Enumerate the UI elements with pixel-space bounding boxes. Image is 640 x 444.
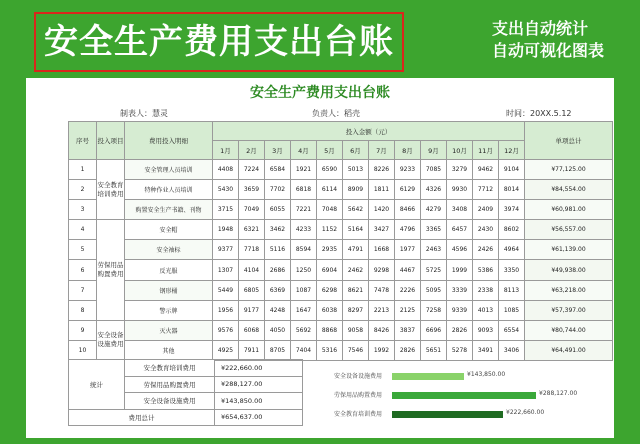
month-cell: 4964 — [499, 240, 525, 260]
month-cell: 6114 — [317, 180, 343, 200]
row-item: 安全帽 — [125, 220, 213, 240]
row-item: 灭火器 — [125, 320, 213, 340]
row-item: 钢形桶 — [125, 280, 213, 300]
month-cell: 8594 — [291, 240, 317, 260]
month-cell: 2826 — [447, 320, 473, 340]
header-detail: 费用投入明细 — [125, 122, 213, 160]
month-cell: 6457 — [447, 220, 473, 240]
header-month: 3月 — [265, 141, 291, 160]
month-cell: 4279 — [421, 200, 447, 220]
row-number: 6 — [69, 260, 97, 280]
month-cell: 8621 — [343, 280, 369, 300]
month-cell: 9298 — [369, 260, 395, 280]
month-cell: 2935 — [317, 240, 343, 260]
banner-subtitle-line2: 自动可视化图表 — [491, 41, 604, 60]
month-cell: 3462 — [265, 220, 291, 240]
month-cell: 1956 — [213, 300, 239, 320]
row-total: ¥60,981.00 — [525, 200, 613, 220]
month-cell: 1647 — [291, 300, 317, 320]
bar-value-label: ¥288,127.00 — [539, 390, 578, 397]
row-item: 反光服 — [125, 260, 213, 280]
month-cell: 1668 — [369, 240, 395, 260]
month-cell: 2463 — [421, 240, 447, 260]
bar-row — [308, 368, 608, 384]
row-total: ¥49,938.00 — [525, 260, 613, 280]
row-number: 1 — [69, 160, 97, 180]
month-cell: 2686 — [265, 260, 291, 280]
month-cell: 6298 — [317, 280, 343, 300]
month-cell: 1085 — [499, 300, 525, 320]
month-cell: 6584 — [265, 160, 291, 180]
month-cell: 3406 — [499, 340, 525, 360]
table-row — [69, 160, 613, 180]
summary-value: ¥143,850.00 — [215, 393, 303, 410]
month-cell: 7546 — [343, 340, 369, 360]
month-cell: 2409 — [473, 200, 499, 220]
month-cell: 3427 — [369, 220, 395, 240]
row-group: 劳保用品购置费用 — [97, 220, 125, 320]
table-row — [69, 220, 613, 240]
row-number: 7 — [69, 280, 97, 300]
row-total: ¥61,139.00 — [525, 240, 613, 260]
month-cell: 6904 — [317, 260, 343, 280]
header-month: 12月 — [499, 141, 525, 160]
month-cell: 6696 — [421, 320, 447, 340]
row-item: 安全袖标 — [125, 240, 213, 260]
month-cell: 3350 — [499, 260, 525, 280]
month-cell: 7049 — [239, 200, 265, 220]
month-cell: 1811 — [369, 180, 395, 200]
summary-value: ¥288,127.00 — [215, 376, 303, 393]
month-cell: 6369 — [265, 280, 291, 300]
header-month: 2月 — [239, 141, 265, 160]
row-total: ¥84,554.00 — [525, 180, 613, 200]
summary-stat-label: 统计 — [69, 360, 125, 410]
month-cell: 7048 — [317, 200, 343, 220]
month-cell: 5430 — [213, 180, 239, 200]
header-month: 8月 — [395, 141, 421, 160]
row-number: 2 — [69, 180, 97, 200]
row-item: 特种作业人员培训 — [125, 180, 213, 200]
table-row — [69, 180, 613, 200]
month-cell: 9576 — [213, 320, 239, 340]
month-cell: 3365 — [421, 220, 447, 240]
month-cell: 4791 — [343, 240, 369, 260]
row-total: ¥77,125.00 — [525, 160, 613, 180]
month-cell: 1152 — [317, 220, 343, 240]
grand-total-label: 费用总计 — [69, 409, 215, 426]
header-month: 5月 — [317, 141, 343, 160]
bar-value-label: ¥143,850.00 — [467, 371, 506, 378]
ledger-table — [68, 121, 613, 361]
month-cell: 8113 — [499, 280, 525, 300]
header-no: 序号 — [69, 122, 97, 160]
month-cell: 8868 — [317, 320, 343, 340]
month-cell: 5449 — [213, 280, 239, 300]
summary-label: 安全教育培训费用 — [125, 360, 215, 377]
time-label: 时间：20XX.5.12 — [506, 109, 572, 118]
row-total: ¥57,397.00 — [525, 300, 613, 320]
month-cell: 2826 — [395, 340, 421, 360]
month-cell: 1999 — [447, 260, 473, 280]
row-item: 购置安全生产书籍、刊物 — [125, 200, 213, 220]
header-month: 1月 — [213, 141, 239, 160]
month-cell: 1992 — [369, 340, 395, 360]
month-cell: 6055 — [265, 200, 291, 220]
month-cell: 6068 — [239, 320, 265, 340]
month-cell: 8705 — [265, 340, 291, 360]
month-cell: 9462 — [473, 160, 499, 180]
row-number: 3 — [69, 200, 97, 220]
month-cell: 5725 — [421, 260, 447, 280]
header-month: 4月 — [291, 141, 317, 160]
bar — [392, 373, 464, 380]
row-total: ¥80,744.00 — [525, 320, 613, 340]
summary-label: 劳保用品购置费用 — [125, 376, 215, 393]
month-cell: 9233 — [395, 160, 421, 180]
sheet-title: 安全生产费用支出台账 — [250, 85, 390, 101]
month-cell: 4104 — [239, 260, 265, 280]
month-cell: 3491 — [473, 340, 499, 360]
month-cell: 4050 — [265, 320, 291, 340]
month-cell: 5386 — [473, 260, 499, 280]
month-cell: 1250 — [291, 260, 317, 280]
table-row — [69, 240, 613, 260]
banner — [34, 12, 404, 72]
category-bar-chart — [308, 368, 608, 425]
month-cell: 3974 — [499, 200, 525, 220]
month-cell: 4013 — [473, 300, 499, 320]
month-cell: 1087 — [291, 280, 317, 300]
bar — [392, 411, 503, 418]
table-row — [69, 280, 613, 300]
bar — [392, 392, 536, 399]
summary-label: 安全设备设施费用 — [125, 393, 215, 410]
month-cell: 7221 — [291, 200, 317, 220]
month-cell: 8426 — [369, 320, 395, 340]
month-cell: 5316 — [317, 340, 343, 360]
month-cell: 9177 — [239, 300, 265, 320]
bar-label: 劳保用品购置费用 — [333, 392, 382, 399]
row-item: 安全管理人员培训 — [125, 160, 213, 180]
month-cell: 8909 — [343, 180, 369, 200]
month-cell: 9930 — [447, 180, 473, 200]
table-row — [69, 320, 613, 340]
month-cell: 9104 — [499, 160, 525, 180]
owner-label: 负责人：稻壳 — [312, 109, 360, 118]
month-cell: 4248 — [265, 300, 291, 320]
grand-total-value: ¥654,637.00 — [215, 409, 303, 426]
month-cell: 3339 — [447, 280, 473, 300]
row-total: ¥56,557.00 — [525, 220, 613, 240]
bar-row — [308, 387, 608, 403]
month-cell: 2430 — [473, 220, 499, 240]
month-cell: 2226 — [395, 280, 421, 300]
month-cell: 4467 — [395, 260, 421, 280]
month-cell: 4326 — [421, 180, 447, 200]
month-cell: 7478 — [369, 280, 395, 300]
month-cell: 2213 — [369, 300, 395, 320]
month-cell: 6818 — [291, 180, 317, 200]
bar-value-label: ¥222,660.00 — [506, 409, 545, 416]
bar-label: 安全教育培训费用 — [333, 411, 382, 418]
month-cell: 2338 — [473, 280, 499, 300]
month-cell: 7258 — [421, 300, 447, 320]
bar-row — [308, 406, 608, 422]
month-cell: 4408 — [213, 160, 239, 180]
table-row — [69, 260, 613, 280]
row-total: ¥64,491.00 — [525, 340, 613, 360]
month-cell: 2426 — [473, 240, 499, 260]
month-cell: 6129 — [395, 180, 421, 200]
month-cell: 7712 — [473, 180, 499, 200]
row-group: 安全教育培训费用 — [97, 160, 125, 220]
banner-title: 安全生产费用支出台账 — [44, 22, 394, 62]
header-month: 6月 — [343, 141, 369, 160]
month-cell: 1948 — [213, 220, 239, 240]
month-cell: 9377 — [213, 240, 239, 260]
bar-label: 安全设备设施费用 — [333, 373, 382, 380]
row-total: ¥63,218.00 — [525, 280, 613, 300]
month-cell: 1420 — [369, 200, 395, 220]
month-cell: 5278 — [447, 340, 473, 360]
header-month: 7月 — [369, 141, 395, 160]
month-cell: 8226 — [369, 160, 395, 180]
table-row — [69, 300, 613, 320]
banner-subtitle — [492, 18, 604, 62]
row-group: 安全设备设施费用 — [97, 320, 125, 360]
row-number: 4 — [69, 220, 97, 240]
month-cell: 5642 — [343, 200, 369, 220]
month-cell: 3279 — [447, 160, 473, 180]
header-month: 10月 — [447, 141, 473, 160]
banner-subtitle-line1: 支出自动统计 — [491, 19, 588, 38]
month-cell: 6038 — [317, 300, 343, 320]
row-number: 9 — [69, 320, 97, 340]
month-cell: 2125 — [395, 300, 421, 320]
row-number: 10 — [69, 340, 97, 360]
header-total: 单项总计 — [525, 122, 613, 160]
month-cell: 6805 — [239, 280, 265, 300]
month-cell: 1921 — [291, 160, 317, 180]
month-cell: 5013 — [343, 160, 369, 180]
table-row — [69, 200, 613, 220]
month-cell: 5164 — [343, 220, 369, 240]
month-cell: 7404 — [291, 340, 317, 360]
month-cell: 5651 — [421, 340, 447, 360]
month-cell: 8297 — [343, 300, 369, 320]
month-cell: 7702 — [265, 180, 291, 200]
row-item: 警示牌 — [125, 300, 213, 320]
month-cell: 7224 — [239, 160, 265, 180]
month-cell: 4596 — [447, 240, 473, 260]
month-cell: 7718 — [239, 240, 265, 260]
month-cell: 6554 — [499, 320, 525, 340]
month-cell: 8014 — [499, 180, 525, 200]
month-cell: 4796 — [395, 220, 421, 240]
month-cell: 7911 — [239, 340, 265, 360]
maker-label: 制表人：慧灵 — [120, 109, 168, 118]
month-cell: 5095 — [421, 280, 447, 300]
summary-value: ¥222,660.00 — [215, 360, 303, 377]
month-cell: 2462 — [343, 260, 369, 280]
header-category: 投入项目 — [97, 122, 125, 160]
month-cell: 3408 — [447, 200, 473, 220]
ledger-sheet — [26, 78, 614, 438]
month-cell: 9339 — [447, 300, 473, 320]
month-cell: 4925 — [213, 340, 239, 360]
table-row — [69, 340, 613, 360]
header-month: 9月 — [421, 141, 447, 160]
month-cell: 9093 — [473, 320, 499, 340]
month-cell: 6590 — [317, 160, 343, 180]
month-cell: 3837 — [395, 320, 421, 340]
month-cell: 5692 — [291, 320, 317, 340]
month-cell: 1307 — [213, 260, 239, 280]
month-cell: 8466 — [395, 200, 421, 220]
row-item: 其他 — [125, 340, 213, 360]
header-amount: 投入金额（元） — [213, 122, 525, 141]
month-cell: 4233 — [291, 220, 317, 240]
month-cell: 9058 — [343, 320, 369, 340]
month-cell: 5116 — [265, 240, 291, 260]
month-cell: 7085 — [421, 160, 447, 180]
row-number: 5 — [69, 240, 97, 260]
month-cell: 6321 — [239, 220, 265, 240]
month-cell: 8602 — [499, 220, 525, 240]
header-month: 11月 — [473, 141, 499, 160]
month-cell: 3659 — [239, 180, 265, 200]
row-number: 8 — [69, 300, 97, 320]
month-cell: 3715 — [213, 200, 239, 220]
summary-table — [68, 359, 303, 426]
month-cell: 1977 — [395, 240, 421, 260]
